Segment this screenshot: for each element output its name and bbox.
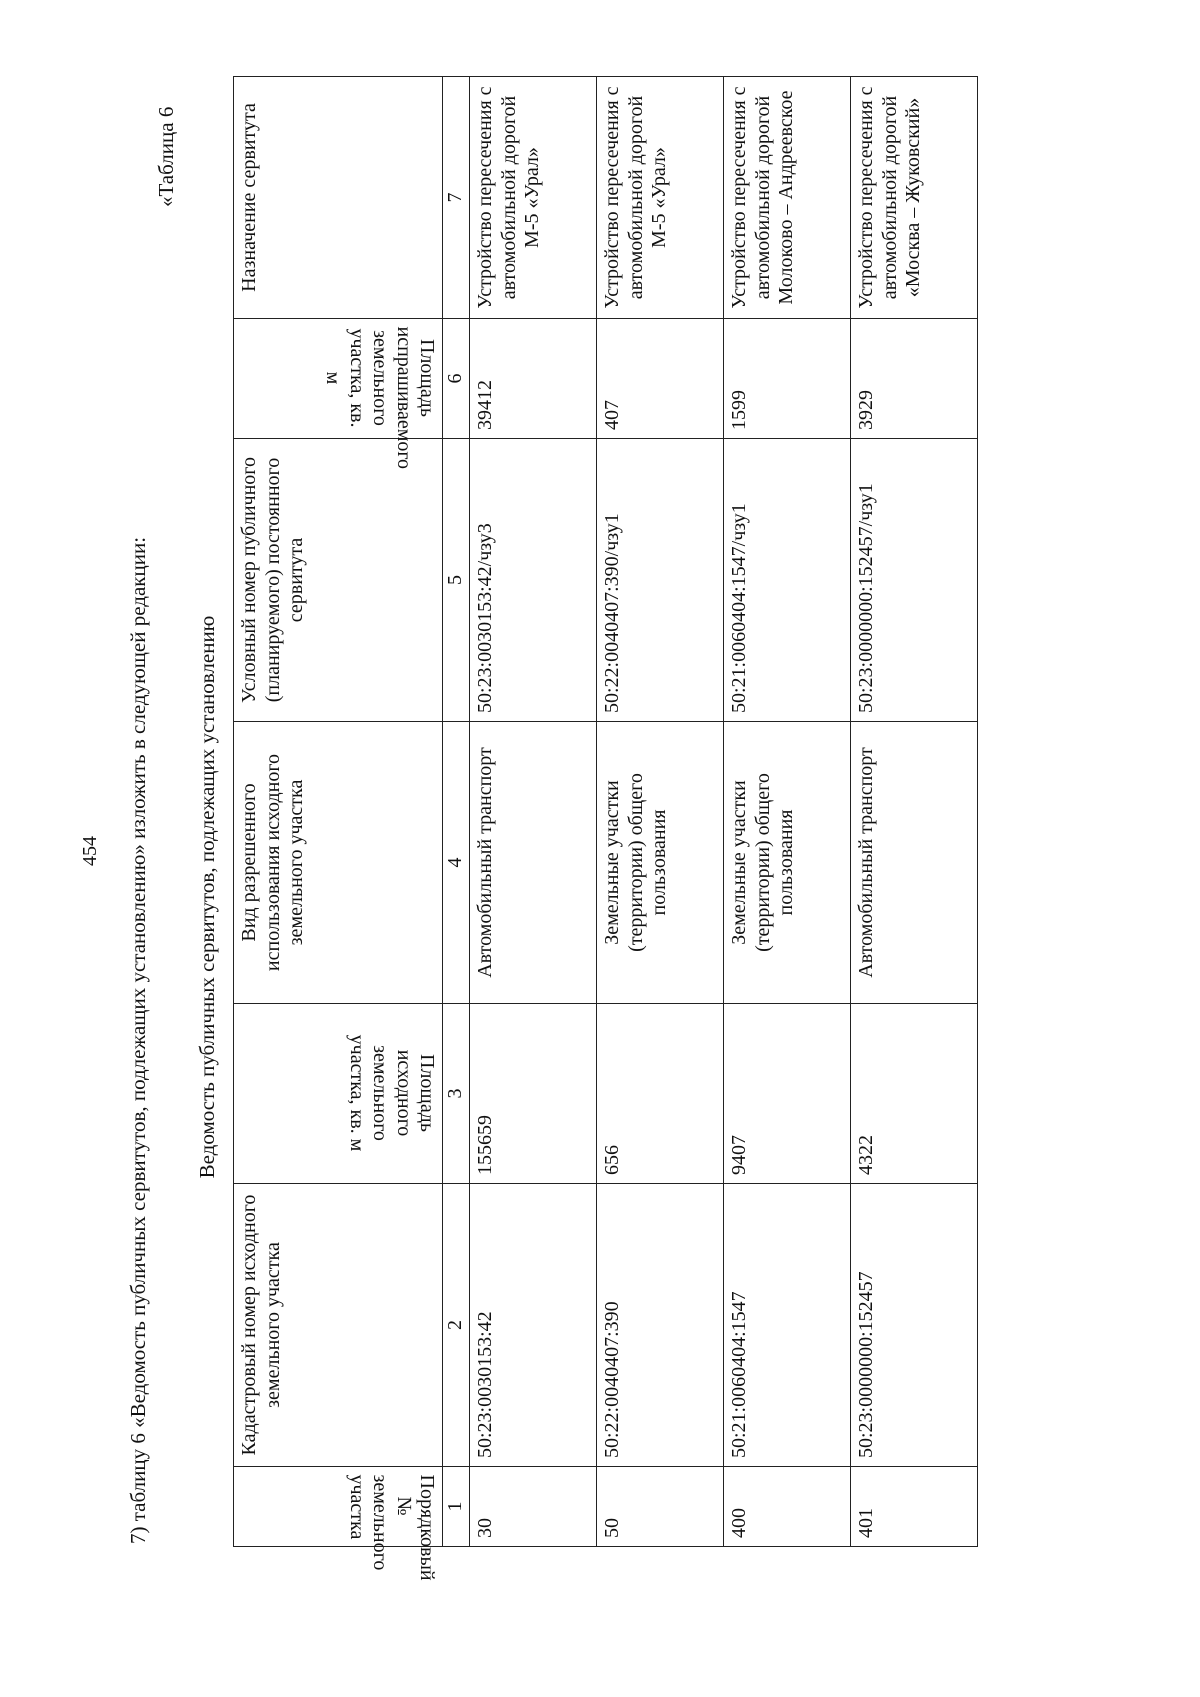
column-number: 3 [443, 1004, 470, 1184]
servitude-purpose: Устройство пересечения с автомобильной дорогой М-5 «Урал» [470, 77, 597, 319]
table-row [724, 77, 851, 1547]
permitted-use: Автомобильный транспорт [851, 722, 978, 1004]
cadastral-number: 50:22:0040407:390 [597, 1184, 724, 1467]
requested-area: 407 [597, 319, 724, 439]
header-cell: Вид разрешенного использования исходного земельного участка [234, 722, 443, 1004]
page-number: 454 [79, 836, 101, 866]
intro-paragraph: 7) таблицу 6 «Ведомость публичных сервитутов, подлежащих установлению» изложить в следующей редакции: [126, 536, 150, 1544]
plot-number: 401 [851, 1467, 978, 1547]
plot-number: 50 [597, 1467, 724, 1547]
cadastral-number: 50:23:0030153:42 [470, 1184, 597, 1467]
source-area: 155659 [470, 1004, 597, 1184]
servitude-purpose: Устройство пересечения с автомобильной дорогой «Москва – Жуковский» [851, 77, 978, 319]
cadastral-number: 50:23:0000000:152457 [851, 1184, 978, 1467]
servitude-purpose: Устройство пересечения с автомобильной дорогой М-5 «Урал» [597, 77, 724, 319]
plot-number: 400 [724, 1467, 851, 1547]
table-reference: «Таблица 6 [154, 106, 178, 207]
cadastral-number: 50:21:0060404:1547 [724, 1184, 851, 1467]
servitude-number: 50:22:0040407:390/чзу1 [597, 439, 724, 722]
header-cell: Порядковый № земельного участка [234, 1467, 443, 1547]
header-cell: Кадастровый номер исходного земельного участка [234, 1184, 443, 1467]
header-cell: Площадь испрашиваемого земельного участка, кв. м [234, 319, 443, 439]
servitude-number: 50:23:0030153:42/чзу3 [470, 439, 597, 722]
table-title: Ведомость публичных сервитутов, подлежащих установлению [195, 615, 219, 1179]
column-number: 6 [443, 319, 470, 439]
column-number: 2 [443, 1184, 470, 1467]
source-area: 9407 [724, 1004, 851, 1184]
table-row [597, 77, 724, 1547]
requested-area: 39412 [470, 319, 597, 439]
servitude-purpose: Устройство пересечения с автомобильной дорогой Молоково – Андреевское [724, 77, 851, 319]
table-row [851, 77, 978, 1547]
table-row [470, 77, 597, 1547]
column-number: 4 [443, 722, 470, 1004]
servitude-number: 50:21:0060404:1547/чзу1 [724, 439, 851, 722]
column-number: 5 [443, 439, 470, 722]
requested-area: 1599 [724, 319, 851, 439]
column-number: 7 [443, 77, 470, 319]
requested-area: 3929 [851, 319, 978, 439]
header-cell: Условный номер публичного (планируемого) постоянного сервитута [234, 439, 443, 722]
header-row [234, 77, 443, 1547]
header-cell: Назначение сервитута [234, 77, 443, 319]
plot-number: 30 [470, 1467, 597, 1547]
source-area: 656 [597, 1004, 724, 1184]
servitude-table [233, 76, 978, 1582]
permitted-use: Земельные участки (территории) общего пользования [597, 722, 724, 1004]
header-cell: Площадь исходного земельного участка, кв. м [234, 1004, 443, 1184]
permitted-use: Земельные участки (территории) общего пользования [724, 722, 851, 1004]
source-area: 4322 [851, 1004, 978, 1184]
servitude-number: 50:23:0000000:152457/чзу1 [851, 439, 978, 722]
column-number: 1 [443, 1467, 470, 1547]
permitted-use: Автомобильный транспорт [470, 722, 597, 1004]
column-number-row [443, 77, 470, 1547]
